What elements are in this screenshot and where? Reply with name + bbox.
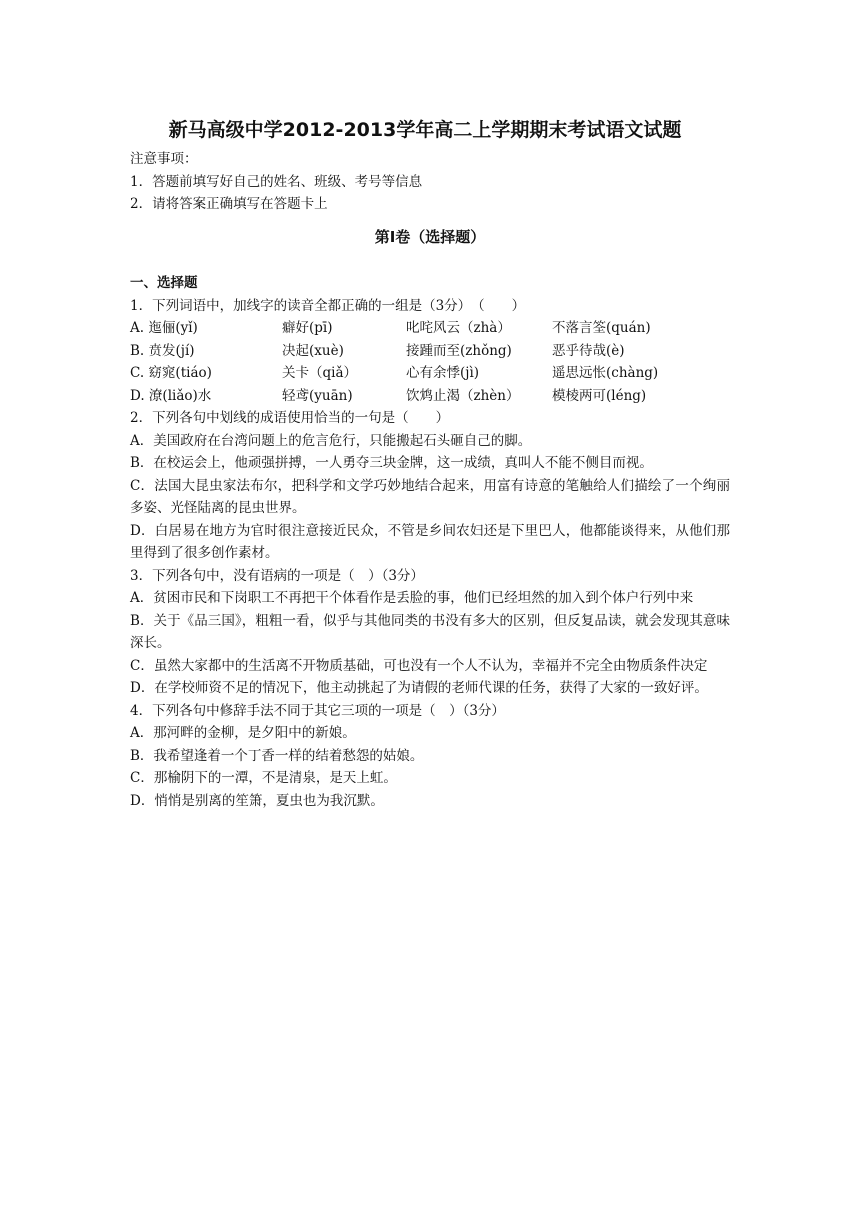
page-title: 新马高级中学2012-2013学年高二上学期期末考试语文试题 [168, 119, 682, 141]
question-1-options [130, 317, 730, 407]
section-title: 第I卷（选择题） [374, 227, 486, 246]
option-cell: 恶乎待哉(è) [552, 342, 625, 359]
question-4-stem: 4．下列各句中修辞手法不同于其它三项的一项是（ ）（3分） [130, 702, 505, 719]
question-3-option-d: D．在学校师资不足的情况下，他主动挑起了为请假的老师代课的任务，获得了大家的一致好评。 [130, 680, 708, 696]
exam-page [130, 112, 730, 812]
question-2-option-a: A．美国政府在台湾问题上的危言危行，只能搬起石头砸自己的脚。 [130, 432, 532, 449]
question-2-option-b: B．在校运会上，他顽强拼搏，一人勇夺三块金牌，这一成绩，真叫人不能不侧目而视。 [130, 455, 653, 471]
option-cell: 心有余悸(jì) [406, 365, 480, 381]
question-3-option-a: A．贫困市民和下岗职工不再把干个体看作是丢脸的事，他们已经坦然的加入到个体户行列中来 [130, 590, 694, 606]
notes-heading: 注意事项： [130, 151, 198, 167]
question-3-option-b: B．关于《品三国》，粗粗一看，似乎与其他同类的书没有多大的区别，但反复品读，就会发现其意味深长。 [130, 612, 730, 651]
option-cell: 叱咤风云（zhà） [406, 320, 511, 336]
option-cell: 关卡（qiǎ） [282, 365, 358, 381]
option-cell: 遥思远怅(chàng) [552, 365, 659, 381]
option-cell: 决起(xuè) [282, 342, 344, 359]
question-2-option-c: C．法国大昆虫家法布尔，把科学和文学巧妙地结合起来，用富有诗意的笔触给人们描绘了一个绚丽多姿、光怪陆离的昆虫世界。 [130, 477, 730, 516]
question-4-option-d: D．悄悄是别离的笙箫，夏虫也为我沉默。 [130, 792, 384, 809]
option-cell: 接踵而至(zhǒng) [406, 342, 512, 359]
question-4-option-a: A．那河畔的金柳，是夕阳中的新娘。 [130, 725, 356, 741]
question-2-option-d: D．白居易在地方为官时很注意接近民众，不管是乡间农妇还是下里巴人，他都能谈得来，从他们那里得到了很多创作素材。 [130, 522, 730, 561]
option-cell: A. 迤俪(yǐ) [130, 320, 198, 336]
option-cell: C. 窈窕(tiáo) [130, 365, 212, 381]
question-1-stem: 1．下列词语中，加线字的读音全都正确的一组是（3分） （ ） [130, 297, 526, 314]
option-cell: 癖好(pī) [282, 320, 333, 336]
part-title: 一、选择题 [130, 275, 198, 291]
option-cell: 轻鸢(yuān) [282, 387, 353, 404]
question-4-option-b: B．我希望逢着一个丁香一样的结着愁怨的姑娘。 [130, 747, 424, 764]
option-cell: 不落言筌(quán) [552, 320, 651, 336]
option-cell: D. 潦(liǎo)水 [130, 387, 212, 404]
question-2-stem: 2．下列各句中划线的成语使用恰当的一句是（ ） [130, 410, 450, 426]
option-cell: 饮鸩止渴（zhèn） [406, 387, 520, 404]
option-cell: B. 贲发(jí) [130, 342, 195, 359]
option-cell: 模棱两可(léng) [552, 387, 647, 404]
question-3-stem: 3．下列各句中，没有语病的一项是（ ）（3分） [130, 567, 424, 584]
question-4-option-c: C．那榆阴下的一潭，不是清泉，是天上虹。 [130, 770, 397, 786]
question-3-option-c: C．虽然大家都中的生活离不开物质基础，可也没有一个人不认为，幸福并不完全由物质条件决定 [130, 657, 708, 674]
notes-item: 2．请将答案正确填写在答题卡上 [130, 196, 328, 212]
notes-item: 1．答题前填写好自己的姓名、班级、考号等信息 [130, 173, 423, 190]
